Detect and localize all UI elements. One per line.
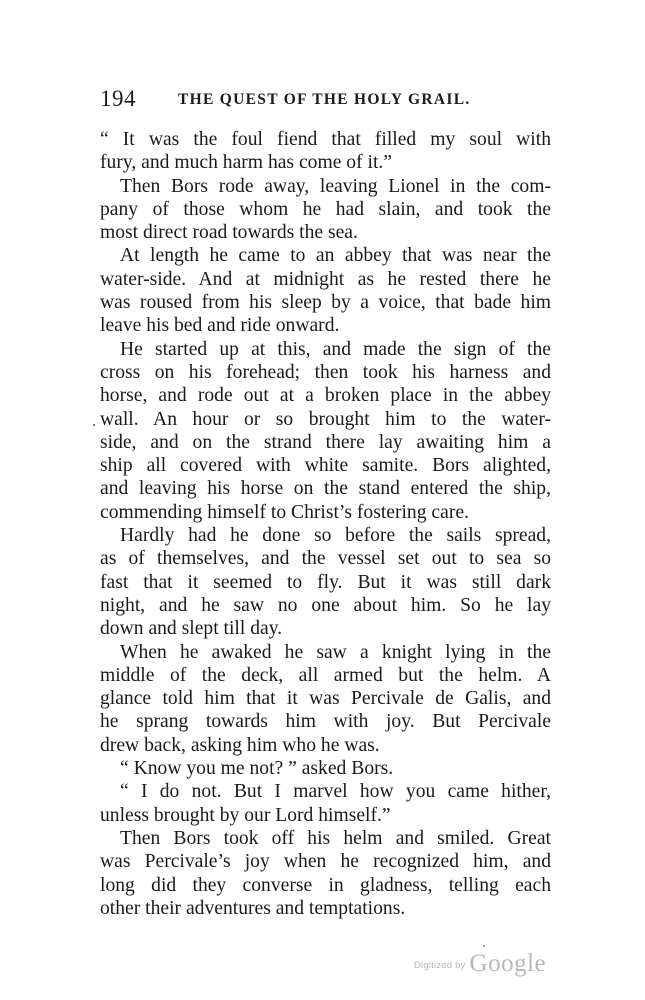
text-line: ship all covered with white samite. Bors alighted, — [100, 455, 551, 477]
text-line: He started up at this, and made the sign of the — [120, 338, 551, 360]
text-line: Then Bors rode away, leaving Lionel in the com- — [120, 175, 551, 197]
text-line: unless brought by our Lord himself.” — [100, 804, 391, 826]
text-line: fast that it seemed to fly. But it was still dark — [100, 571, 551, 593]
text-line: Then Bors took off his helm and smiled. Great — [120, 827, 551, 849]
text-line: he sprang towards him with joy. But Percivale — [100, 711, 551, 733]
page-number: 194 — [100, 86, 136, 111]
body-text — [100, 128, 551, 920]
text-line: was roused from his sleep by a voice, that bade him — [100, 292, 551, 314]
text-line: leave his bed and ride onward. — [100, 315, 340, 337]
text-line: and leaving his horse on the stand entered the ship, — [100, 478, 551, 500]
text-line: other their adventures and temptations. — [100, 897, 406, 919]
text-line: most direct road towards the sea. — [100, 222, 358, 244]
running-head — [100, 86, 560, 116]
text-line: water-side. And at midnight as he rested there he — [100, 268, 551, 290]
text-line: long did they converse in gladness, telling each — [100, 874, 551, 896]
text-line: At length he came to an abbey that was near the — [120, 245, 551, 267]
text-line: down and slept till day. — [100, 618, 283, 640]
text-line: night, and he saw no one about him. So he lay — [100, 594, 551, 616]
text-line: “ Know you me not? ” asked Bors. — [120, 758, 394, 780]
digitization-watermark — [414, 950, 554, 982]
text-line: “ It was the foul fiend that filled my soul with — [100, 129, 551, 150]
ink-speck — [93, 424, 95, 426]
text-line: commending himself to Christ’s fostering care. — [100, 501, 469, 523]
text-line: When he awaked he saw a knight lying in the — [120, 641, 551, 663]
text-line: cross on his forehead; then took his harness and — [100, 361, 551, 383]
ink-speck — [483, 945, 485, 947]
text-line: pany of those whom he had slain, and took the — [100, 198, 551, 220]
text-line: wall. An hour or so brought him to the water- — [100, 408, 551, 430]
text-line: drew back, asking him who he was. — [100, 734, 380, 756]
digitized-by-label: Digitized by — [414, 960, 466, 971]
text-line: “ I do not. But I marvel how you came hither, — [120, 781, 551, 803]
text-line: glance told him that it was Percivale de Galis, and — [100, 688, 551, 710]
text-line: horse, and rode out at a broken place in the abbey — [100, 385, 551, 407]
text-line: fury, and much harm has come of it.” — [100, 152, 392, 174]
text-line: side, and on the strand there lay awaiting him a — [100, 431, 551, 453]
text-line: Hardly had he done so before the sails spread, — [120, 525, 551, 547]
running-title: THE QUEST OF THE HOLY GRAIL. — [178, 91, 471, 108]
text-line: was Percivale’s joy when he recognized him, and — [100, 851, 551, 873]
google-logo: Google — [469, 950, 547, 977]
text-line: middle of the deck, all armed but the helm. A — [100, 664, 551, 686]
text-line: as of themselves, and the vessel set out to sea so — [100, 548, 551, 570]
